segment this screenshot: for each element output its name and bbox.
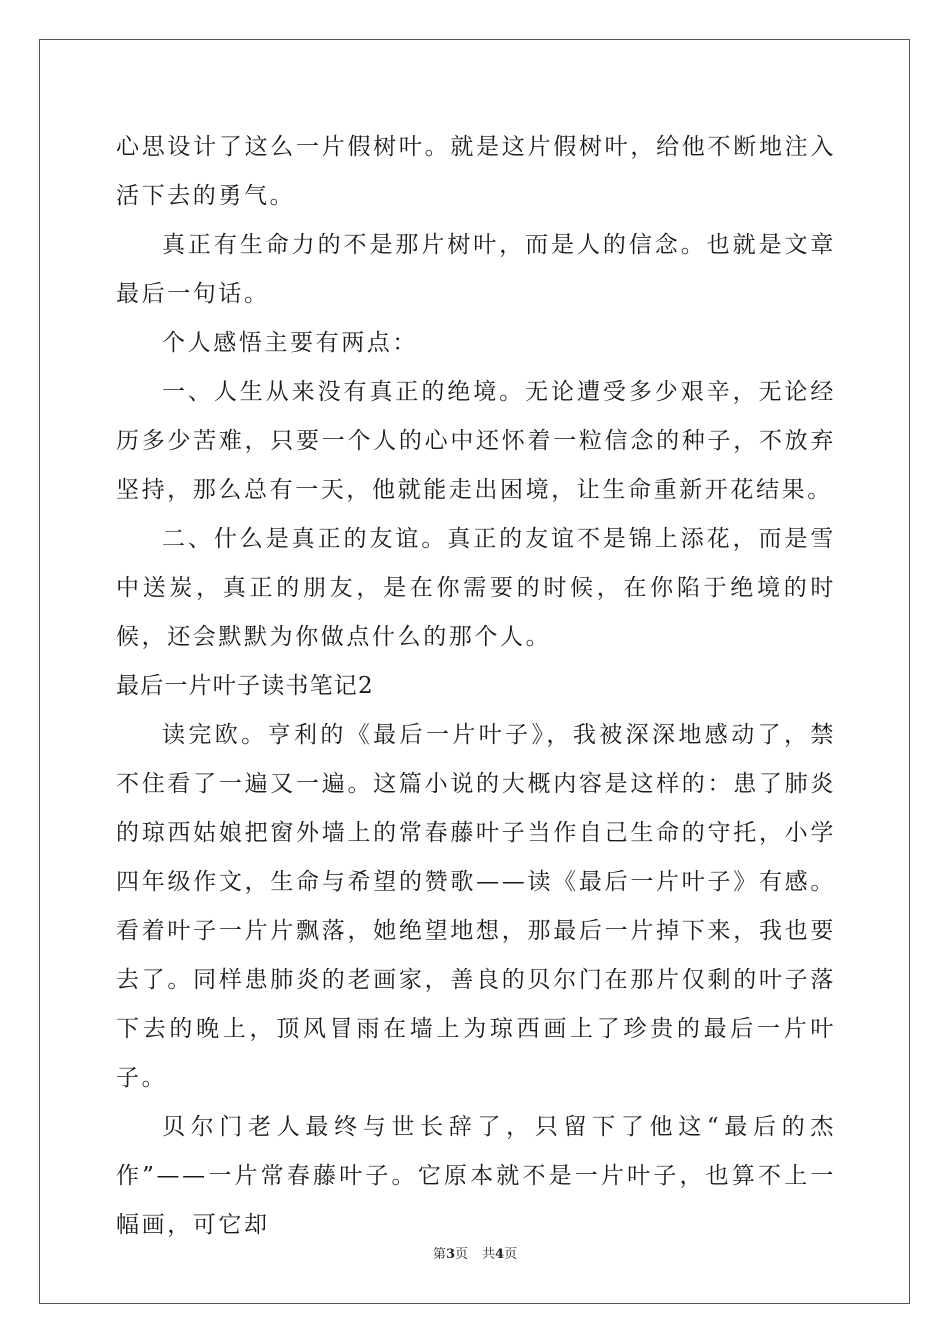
page-prefix: 第 <box>432 1247 446 1262</box>
page-suffix: 页 <box>454 1247 468 1262</box>
document-body <box>116 123 836 1250</box>
paragraph: 二、什么是真正的友谊。真正的友谊不是锦上添花，而是雪中送炭，真正的朋友，是在你需要的时候，在你陷于绝境的时候，还会默默为你做点什么的那个人。 <box>116 526 836 650</box>
current-page-number: 3 <box>445 1247 455 1262</box>
paragraph: 读完欧。亨利的《最后一片叶子》，我被深深地感动了，禁不住看了一遍又一遍。这篇小说的大概内容是这样的：患了肺炎的琼西姑娘把窗外墙上的常春藤叶子当作自己生命的守托，小学四年级作文，生命与希望的赞歌——读《最后一片叶子》有感。看着叶子一片片飘落，她绝望地想，那最后一片掉下来，我也要去了。同样患肺炎的老画家，善良的贝尔门在那片仅剩的叶子落下去的晚上，顶风冒雨在墙上为琼西画上了珍贵的最后一片叶子。 <box>116 722 836 1091</box>
paragraph: 真正有生命力的不是那片树叶，而是人的信念。也就是文章最后一句话。 <box>116 232 836 307</box>
paragraph: 贝尔门老人最终与世长辞了，只留下了他这“最后的杰作”——一片常春藤叶子。它原本就不是一片叶子，也算不上一幅画，可它却 <box>116 1114 836 1238</box>
total-prefix: 共 <box>482 1247 496 1262</box>
section-heading: 最后一片叶子读书笔记2 <box>116 673 374 699</box>
paragraph: 一、人生从来没有真正的绝境。无论遭受多少艰辛，无论经历多少苦难，只要一个人的心中还怀着一粒信念的种子，不放弃坚持，那么总有一天，他就能走出困境，让生命重新开花结果。 <box>116 379 836 503</box>
page-footer <box>0 1247 950 1263</box>
paragraph: 个人感悟主要有两点： <box>162 330 418 356</box>
total-page-count: 4 <box>495 1247 505 1262</box>
total-suffix: 页 <box>504 1247 518 1262</box>
paragraph-continuation: 心思设计了这么一片假树叶。就是这片假树叶，给他不断地注入活下去的勇气。 <box>116 134 836 209</box>
